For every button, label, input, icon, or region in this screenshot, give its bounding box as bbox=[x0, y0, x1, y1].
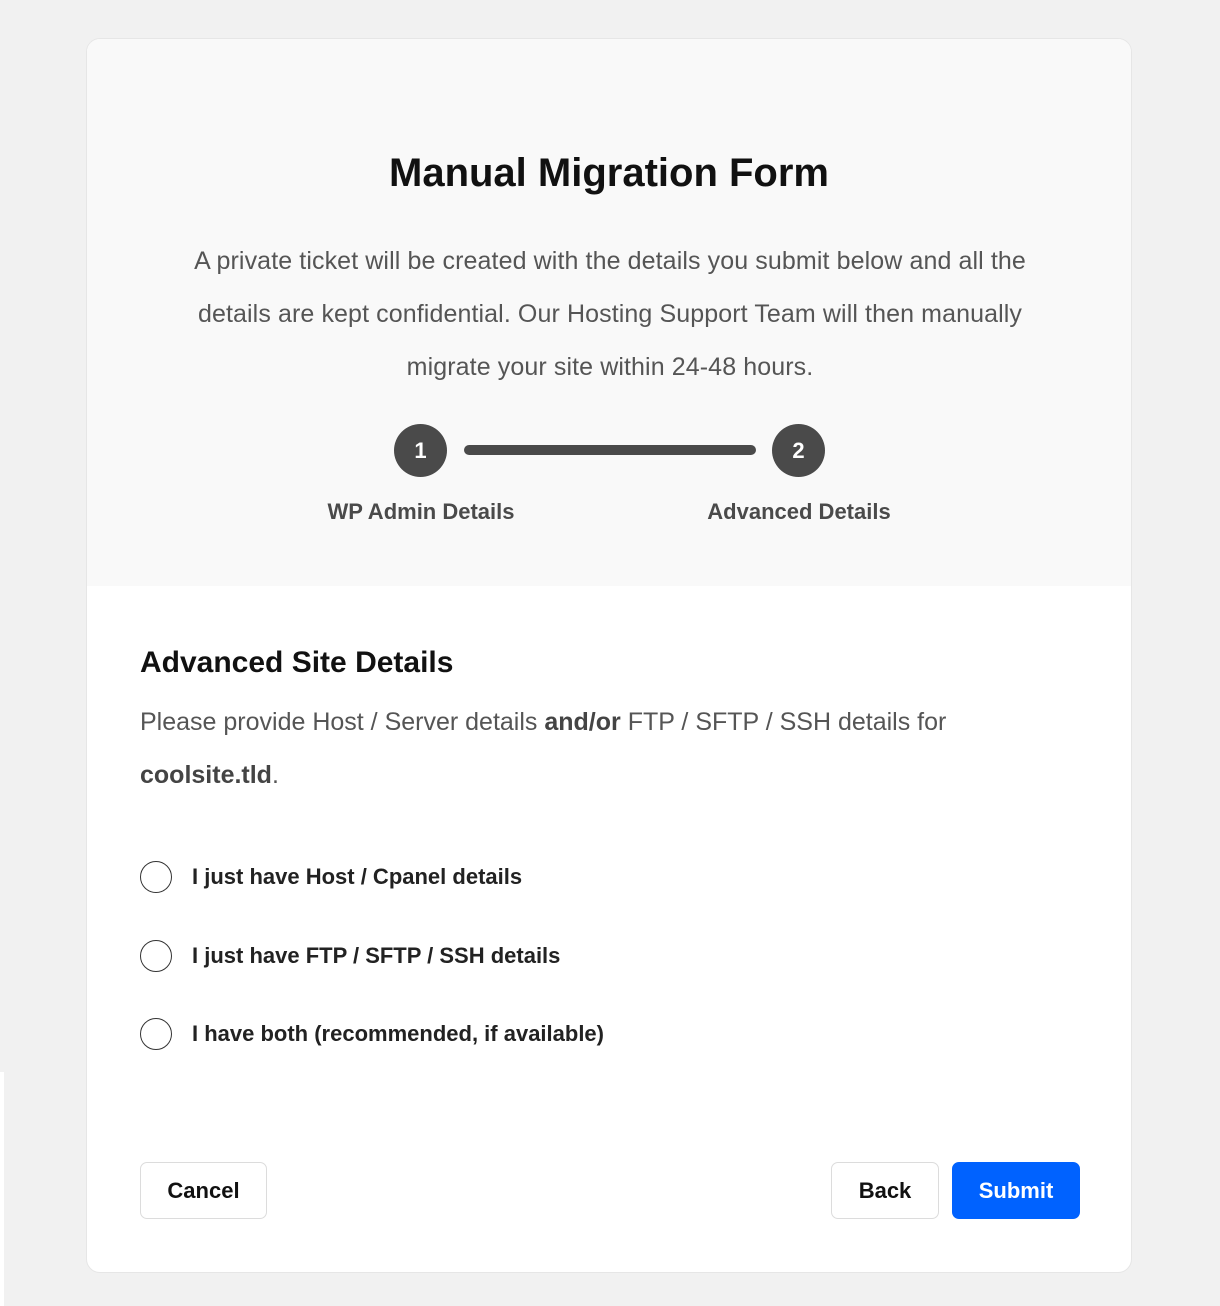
desc-text-2: FTP / SFTP / SSH details for bbox=[620, 708, 947, 736]
step-2-indicator: 2 bbox=[772, 424, 825, 477]
radio-host-cpanel[interactable] bbox=[140, 861, 172, 893]
radio-ftp-sftp-ssh[interactable] bbox=[140, 940, 172, 972]
desc-text-end: . bbox=[271, 761, 279, 789]
page-title: Manual Migration Form bbox=[389, 151, 829, 195]
cancel-button[interactable]: Cancel bbox=[140, 1162, 267, 1219]
radio-both[interactable] bbox=[140, 1018, 172, 1050]
back-button[interactable]: Back bbox=[831, 1162, 939, 1219]
intro-text: A private ticket will be created with the details you submit below and all the details are kept confidential. Our Hosting Support Team will then manually migrate your site within 24-48 hours. bbox=[194, 247, 1026, 381]
option-host-cpanel[interactable] bbox=[140, 859, 522, 895]
option-ftp-sftp-ssh[interactable] bbox=[140, 938, 560, 974]
option-label: I just have Host / Cpanel details bbox=[192, 864, 523, 889]
option-both[interactable] bbox=[140, 1016, 604, 1052]
desc-text-1: Please provide Host / Server details bbox=[140, 708, 545, 736]
option-label: I just have FTP / SFTP / SSH details bbox=[192, 943, 561, 968]
site-domain: coolsite.tld bbox=[140, 761, 272, 789]
migration-form-card bbox=[86, 38, 1132, 1273]
desc-emphasis: and/or bbox=[544, 708, 621, 736]
section-description bbox=[140, 696, 1040, 802]
step-2-label: Advanced Details bbox=[707, 499, 891, 524]
submit-button[interactable]: Submit bbox=[952, 1162, 1080, 1219]
step-progress-line bbox=[464, 445, 756, 455]
form-header bbox=[87, 39, 1131, 586]
step-1-indicator: 1 bbox=[394, 424, 447, 477]
page-edge-strip bbox=[0, 1072, 4, 1306]
step-1-label: WP Admin Details bbox=[327, 499, 515, 524]
section-title: Advanced Site Details bbox=[140, 646, 454, 679]
option-label: I have both (recommended, if available) bbox=[192, 1021, 604, 1046]
